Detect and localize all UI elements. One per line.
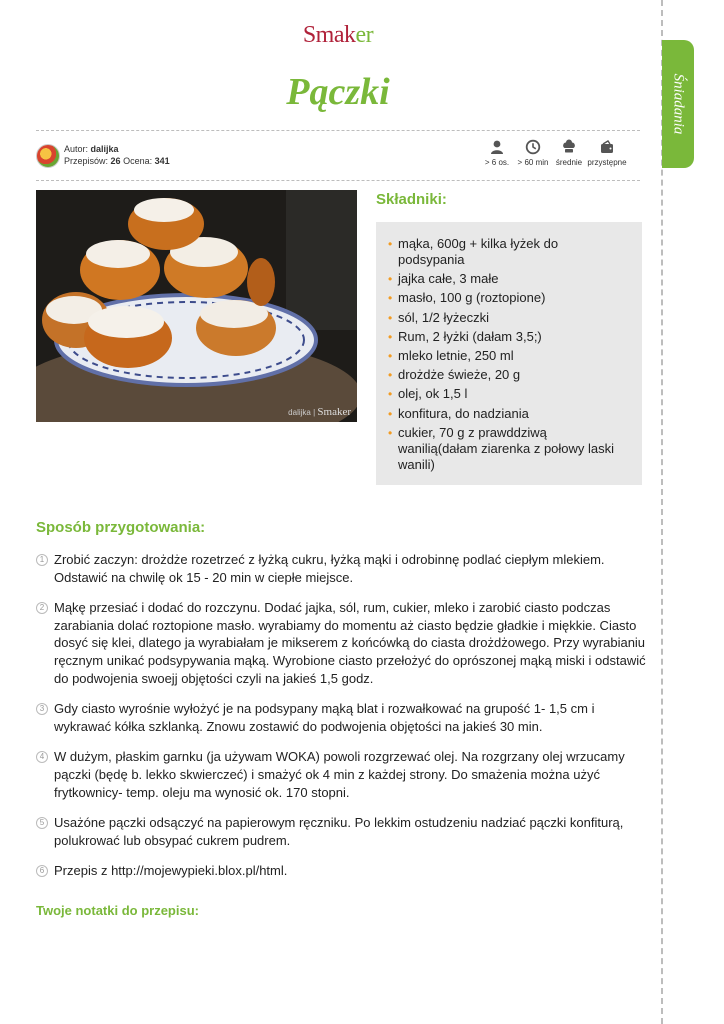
meta-time-label: > 60 min [517,158,549,167]
meta-cost [584,139,630,167]
divider-top [36,130,640,131]
author-label: Autor: [64,144,89,154]
rating-value: 341 [154,156,170,166]
preparation-step [36,814,646,849]
recipe-title: Pączki [286,71,390,113]
meta-servings-label: > 6 os. [484,158,510,167]
step-text: Gdy ciasto wyrośnie wyłożyć je na podsypany mąką blat i rozwałkować na grupość 1- 1,5 cm i wykrawać kółka szklanką. Znowu zostawić do podwojenia objętości na jakieś 30 min. [54,701,595,734]
brand-logo[interactable] [0,22,676,49]
preparation-step [36,700,646,735]
step-text: Mąkę przesiać i dodać do rozczynu. Dodać jajka, sól, rum, cukier, mleko i zarobić ciasto podczas zarabiania dolać roztopione masło. wyrabiamy do momentu aż ciasto będzie gładkie i miękkie. Ciasto dosyć się klei, dlatego ja wyrabiałam je mikserem z końcówką do ciasta drożdżowego. Przy wyrabianiu ręcznym unikać podsypywania mąką. Wyrobione ciasto przełożyć do oprószonej mąką miski i odstawić do podwojenia swoejj objętości czyli na jakieś 1,5 godz. [54,600,646,686]
photo-credit: dalijka | Smaker [288,406,351,418]
ingredient-item: • mąka, 600g + kilka łyżek do podsypania [386,236,628,268]
recipe-photo[interactable] [36,190,357,422]
photo-credit-user: dalijka [288,408,311,417]
rating-label: Ocena: [123,156,153,166]
step-text: Zrobić zaczyn: drożdże rozetrzeć z łyżką cukru, łyżką mąki i odrobinnę podlać ciepłym mlekiem. Odstawić na chwilę ok 15 - 20 min w ciepłe miejsce. [54,552,605,585]
ingredient-item: • jajka całe, 3 małe [386,271,628,287]
step-number: 6 [36,865,48,877]
author-info [64,143,170,167]
preparation-step [36,599,646,687]
brand-logo-part2: er [355,22,374,48]
category-tab-label: Śniadania [670,73,687,135]
ingredient-item: • mleko letnie, 250 ml [386,348,628,364]
author-name[interactable]: dalijka [90,144,119,154]
recipes-label: Przepisów: [64,156,109,166]
wallet-icon [599,139,615,155]
step-number: 3 [36,703,48,715]
step-text: Przepis z http://mojewypieki.blox.pl/html. [54,863,288,879]
author-avatar[interactable] [36,144,60,168]
step-number: 2 [36,602,48,614]
ingredients-box [376,222,642,485]
notes-heading: Twoje notatki do przepisu: [36,903,199,918]
step-text: W dużym, płaskim garnku (ja używam WOKA) powoli rozgrzewać olej. Na rozgrzany olej wrzucamy pączki (będę b. lekko skwierczeć) i smażyć ok 4 min z każdej strony. Do smażenia można użyć frytkownicy- temp. oleju ma wynosić ok. 170 stopni. [54,749,625,800]
meta-cost-label: przystępne [587,158,627,167]
person-icon [489,139,505,155]
step-text: Usażóne pączki odsączyć na papierowym ręczniku. Po lekkim ostudzeniu nadziać pączki konfiturą, polukrować lub obsypać cukrem pudrem. [54,815,624,848]
ingredients-heading: Składniki: [376,191,447,208]
step-number: 1 [36,554,48,566]
chef-hat-icon [561,139,577,155]
photo-credit-brand: Smaker [317,406,351,418]
donuts-photo-illustration [36,190,357,422]
preparation-step [36,862,646,880]
ingredient-item: • olej, ok 1,5 l [386,386,628,402]
recipes-count: 26 [110,156,121,166]
meta-difficulty-label: średnie [555,158,583,167]
recipe-meta [484,139,634,169]
ingredient-item: • drożdże świeże, 20 g [386,367,628,383]
preparation-steps [36,551,646,893]
preparation-step [36,748,646,801]
preparation-step [36,551,646,586]
clock-icon [525,139,541,155]
ingredient-item: • Rum, 2 łyżki (dałam 3,5;) [386,329,628,345]
step-number: 5 [36,817,48,829]
preparation-heading: Sposób przygotowania: [36,519,206,536]
ingredient-item: • cukier, 70 g z prawddziwą wanilią(dałam ziarenka z połowy laski wanili) [386,425,628,473]
brand-logo-part1: Smak [302,22,356,48]
divider-bottom [36,180,640,181]
ingredient-item: • masło, 100 g (roztopione) [386,290,628,306]
ingredient-item: • konfitura, do nadziania [386,406,628,422]
step-number: 4 [36,751,48,763]
ingredients-list [386,236,628,473]
ingredient-item: • sól, 1/2 łyżeczki [386,310,628,326]
